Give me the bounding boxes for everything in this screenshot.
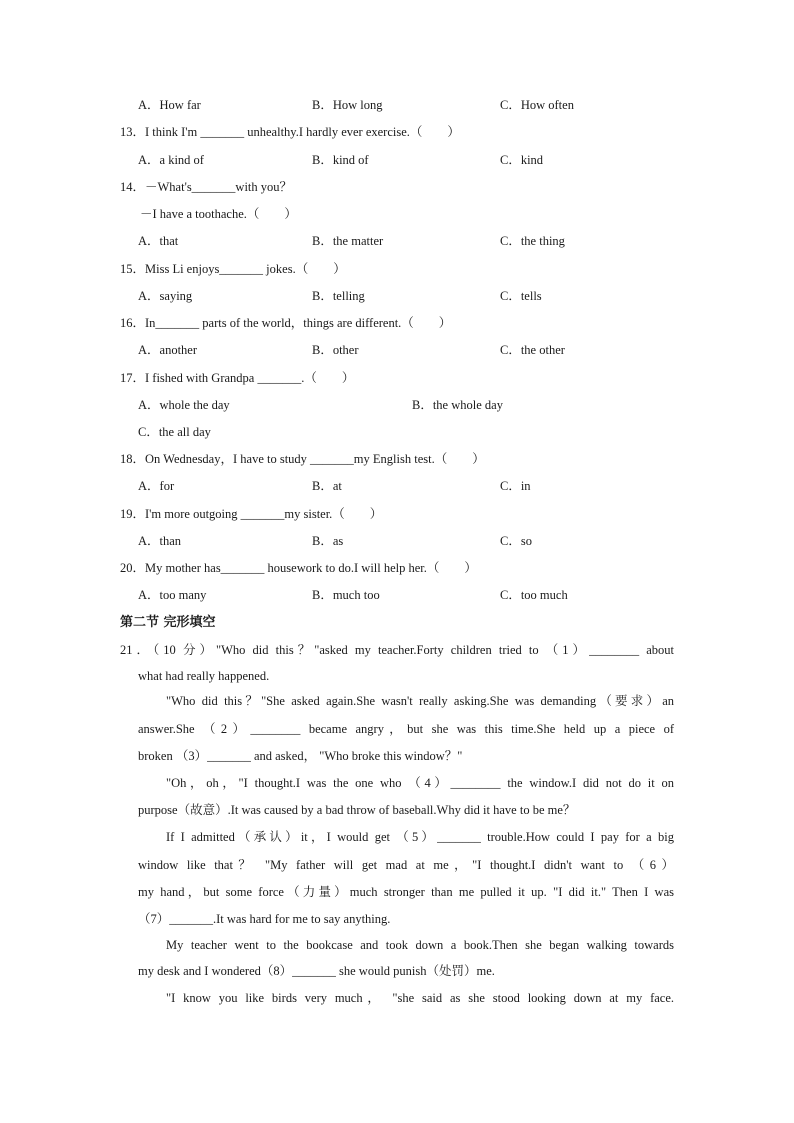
- q13-stem: 13．I think I'm _______ unhealthy.I hardly ever exercise.（ ）: [120, 125, 460, 139]
- q20-option-b: B．much too: [312, 588, 380, 602]
- q14-option-c: C．the thing: [500, 234, 565, 248]
- q12-option-c: C．How often: [500, 98, 574, 112]
- q21-line-1: 21．（10 分）"Who did this？"asked my teacher.Forty children tried to （1）________ about: [120, 643, 674, 657]
- q21-line-11: （7）_______.It was hard for me to say anything.: [138, 912, 391, 926]
- q21-line-2: what had really happened.: [138, 669, 270, 683]
- q15-stem: 15．Miss Li enjoys_______ jokes.（ ）: [120, 262, 346, 276]
- q14-stem: 14．－What's_______with you？: [120, 180, 293, 194]
- q20-stem: 20．My mother has_______ housework to do.I will help her.（ ）: [120, 561, 477, 575]
- section-title: 第二节 完形填空: [120, 615, 216, 630]
- q13-option-b: B．kind of: [312, 153, 369, 167]
- q18-option-b: B．at: [312, 479, 342, 493]
- q16-option-b: B．other: [312, 343, 359, 357]
- q18-stem: 18．On Wednesday，I have to study _______my English test.（ ）: [120, 452, 485, 466]
- q16-option-c: C．the other: [500, 343, 565, 357]
- q16-stem: 16．In_______ parts of the world，things are different.（ ）: [120, 316, 452, 330]
- q21-line-5: broken （3）_______ and asked， "Who broke this window？": [138, 749, 463, 763]
- q21-line-7: purpose（故意）.It was caused by a bad throw of baseball.Why did it have to be me？: [138, 803, 576, 817]
- q17-option-a: A．whole the day: [138, 398, 230, 412]
- q17-option-b: B．the whole day: [412, 398, 503, 412]
- q15-option-b: B．telling: [312, 289, 365, 303]
- q14-stem-reply: －I have a toothache.（ ）: [140, 207, 297, 221]
- q21-line-8: If I admitted（承认）it，I would get （5）_______ trouble.How could I pay for a big: [166, 830, 674, 844]
- q16-option-a: A．another: [138, 343, 198, 357]
- q21-line-4: answer.She （2）________ became angry，but she was this time.She held up a piece of: [138, 722, 674, 736]
- q14-option-b: B．the matter: [312, 234, 384, 248]
- q19-option-b: B．as: [312, 534, 344, 548]
- q17-stem: 17．I fished with Grandpa _______.（ ）: [120, 371, 355, 385]
- q13-option-c: C．kind: [500, 153, 544, 167]
- q17-option-c: C．the all day: [138, 425, 211, 439]
- q18-option-c: C．in: [500, 479, 531, 493]
- q13-option-a: A．a kind of: [138, 153, 204, 167]
- q19-option-c: C．so: [500, 534, 532, 548]
- q20-option-c: C．too much: [500, 588, 568, 602]
- q21-line-14: "I know you like birds very much， "she said as she stood looking down at my face.: [166, 991, 674, 1005]
- q15-option-a: A．saying: [138, 289, 193, 303]
- q21-line-6: "Oh，oh，"I thought.I was the one who （4）________ the window.I did not do it on: [166, 776, 674, 790]
- q12-option-b: B．How long: [312, 98, 383, 112]
- q18-option-a: A．for: [138, 479, 175, 493]
- q21-line-9: window like that？ "My father will get mad at me，"I thought.I didn't want to （6）: [138, 858, 674, 872]
- q19-option-a: A．than: [138, 534, 182, 548]
- q12-option-a: A．How far: [138, 98, 201, 112]
- q20-option-a: A．too many: [138, 588, 207, 602]
- q21-line-10: my hand，but some force（力量）much stronger than me pulled it up. "I did it." Then I was: [138, 885, 674, 899]
- q15-option-c: C．tells: [500, 289, 542, 303]
- q21-line-3: "Who did this？"She asked again.She wasn't really asking.She was demanding（要求）an: [166, 694, 674, 708]
- q21-line-13: my desk and I wondered（8）_______ she would punish（处罚）me.: [138, 964, 495, 978]
- q21-line-12: My teacher went to the bookcase and took down a book.Then she began walking towards: [166, 938, 674, 952]
- q19-stem: 19．I'm more outgoing _______my sister.（ ）: [120, 507, 383, 521]
- q14-option-a: A．that: [138, 234, 179, 248]
